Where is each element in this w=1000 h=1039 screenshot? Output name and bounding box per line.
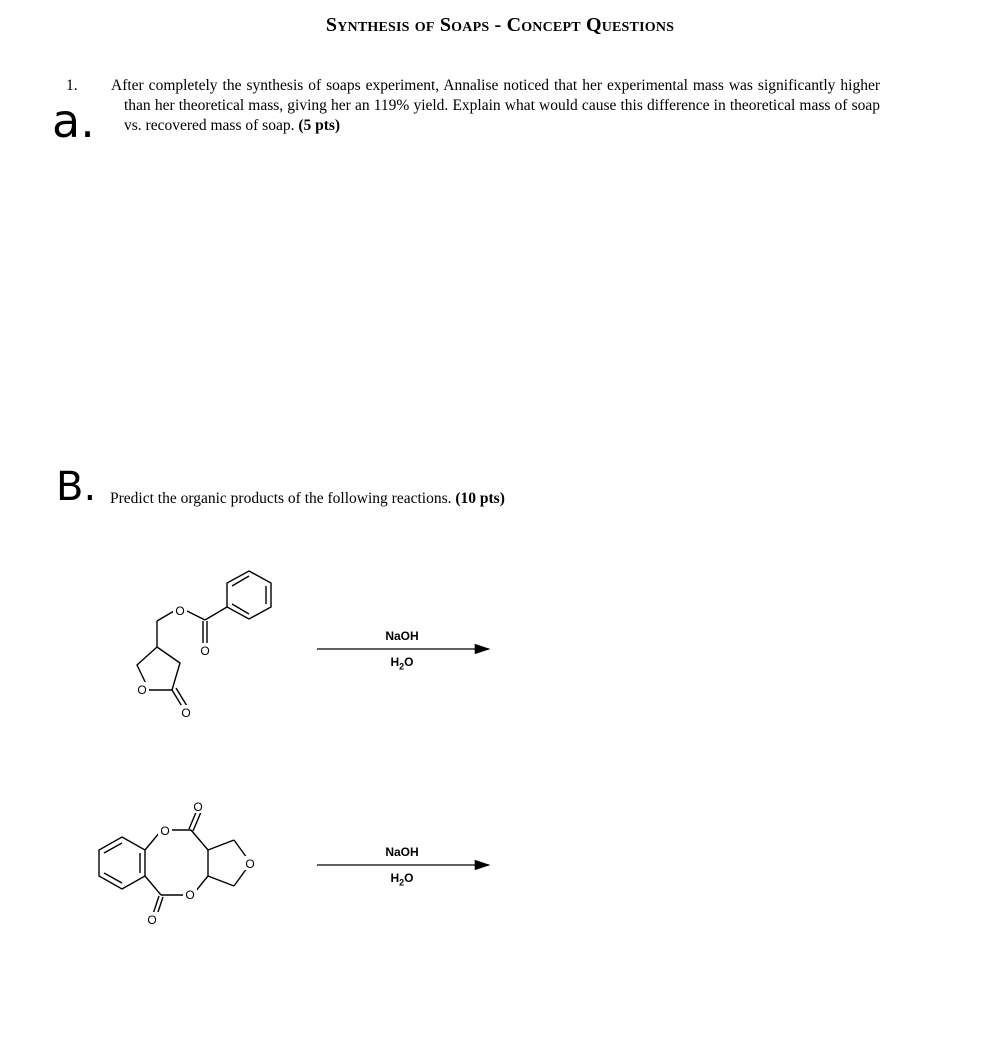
reagent-top-2: NaOH xyxy=(385,845,419,859)
reagent-top-1: NaOH xyxy=(385,629,419,643)
benzene-ring xyxy=(99,837,145,889)
question-2-text: Predict the organic products of the following reactions. xyxy=(110,490,452,507)
molecule-2 xyxy=(99,810,247,915)
reagent-bottom-2: $H_2O$ xyxy=(390,871,414,888)
atom-label-o: O xyxy=(181,706,191,720)
atom-label-o: O xyxy=(175,604,185,618)
page-title: Synthesis of Soaps - Concept Questions xyxy=(325,14,675,36)
atom-label-o: O xyxy=(185,888,195,902)
atom-label-o: O xyxy=(160,824,170,838)
atom-label-o: O xyxy=(245,857,255,871)
reagent-bottom-1: $H_2O$ xyxy=(390,655,414,672)
molecule-1 xyxy=(137,571,271,708)
handwritten-label-b: B. xyxy=(56,464,97,510)
atom-label-o: O xyxy=(137,683,147,697)
question-1-text: After completely the synthesis of soaps experiment, Annalise noticed that her experimental mass was significantly higher than her theoretical mass, giving her an 119% yield. Explain what would cause this difference in theoretical mass of soap vs. recovered mass of soap. xyxy=(111,77,880,134)
atom-label-o: O xyxy=(200,644,210,658)
question-2-points: (10 pts) xyxy=(455,490,505,507)
atom-label-o: O xyxy=(193,800,203,814)
handwritten-label-a: a. xyxy=(52,94,95,148)
question-1-points: (5 pts) xyxy=(298,117,341,134)
atom-label-o: O xyxy=(147,913,157,927)
benzene-ring xyxy=(227,571,271,619)
question-number: 1. xyxy=(66,77,78,94)
